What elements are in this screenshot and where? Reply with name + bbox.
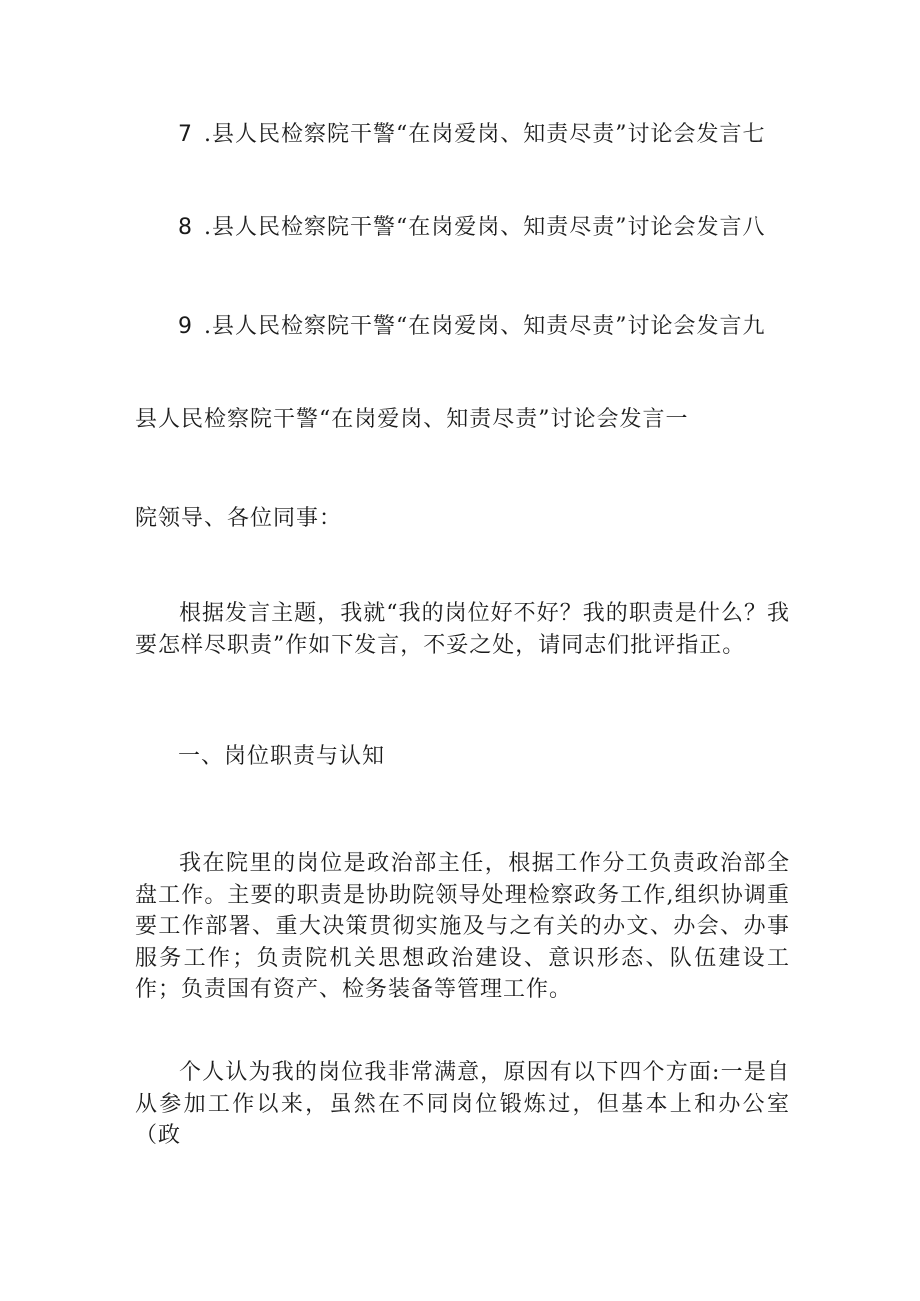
toc-item[interactable]	[178, 212, 838, 244]
toc-item-text: .县人民检察院干警“在岗爱岗、知责尽责”讨论会发言八	[204, 215, 766, 240]
body-paragraph: 我在院里的岗位是政治部主任，根据工作分工负责政治部全盘工作。主要的职责是协助院领导处理检察政务工作,组织协调重要工作部署、重大决策贯彻实施及与之有关的办文、办会、办事服务工作；负责院机关思想政治建设、意识形态、队伍建设工作；负责国有资产、检务装备等管理工作。	[135, 851, 790, 1002]
toc-item-number: 8	[178, 215, 193, 240]
toc-item-text: .县人民检察院干警“在岗爱岗、知责尽责”讨论会发言七	[204, 122, 766, 147]
document-title: 县人民检察院干警“在岗爱岗、知责尽责”讨论会发言一	[135, 407, 689, 432]
toc-item-text: .县人民检察院干警“在岗爱岗、知责尽责”讨论会发言九	[204, 314, 766, 339]
toc-item-number: 7	[178, 122, 193, 147]
section-heading: 一、岗位职责与认知	[178, 744, 386, 769]
toc-item[interactable]	[178, 311, 838, 343]
toc-item-number: 9	[178, 314, 193, 339]
salutation: 院领导、各位同事：	[135, 506, 343, 531]
toc-item[interactable]	[178, 119, 838, 151]
intro-paragraph: 根据发言主题，我就“我的岗位好不好？我的职责是什么？我要怎样尽职责”作如下发言，不妥之处，请同志们批评指正。	[135, 601, 790, 658]
body-paragraph: 个人认为我的岗位我非常满意，原因有以下四个方面:一是自从参加工作以来，虽然在不同岗位锻炼过，但基本上和办公室（政	[135, 1060, 790, 1148]
